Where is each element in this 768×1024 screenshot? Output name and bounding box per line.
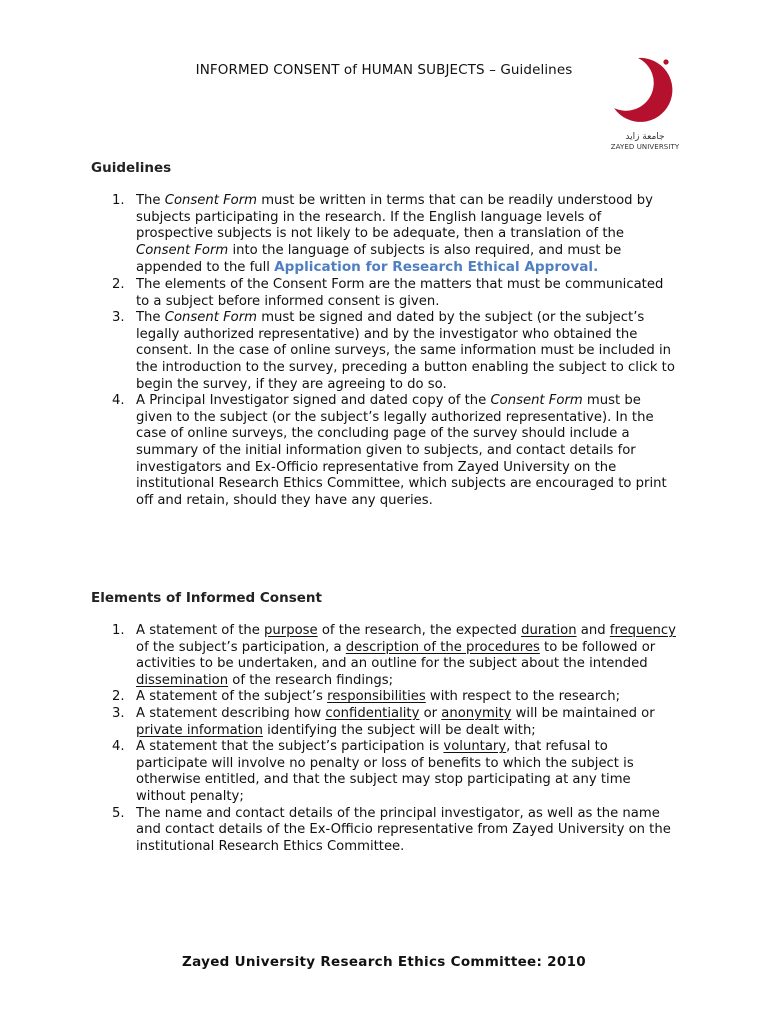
crescent-logo-icon bbox=[608, 52, 680, 132]
text-segment: must be given to the subject (or the subject’s legally authorized representative). In the case of online surveys, the concluding page of the survey should include a summary of the initial information given to subjects, and contact details for investigators and Ex-Officio representative from Zayed University on the institutional Research Ethics Committee, which subjects are encouraged to print off and retain, should they have any queries. bbox=[136, 393, 667, 508]
logo-university-name: ZAYED UNIVERSITY bbox=[610, 143, 680, 151]
underlined-term: purpose bbox=[264, 623, 318, 638]
list-item bbox=[112, 739, 676, 805]
consent-form-emphasis: Consent Form bbox=[490, 393, 583, 409]
text-segment: The name and contact details of the principal investigator, as well as the name and contact details of the Ex-Officio representative from Zayed University on the institutional Research Ethics Committee. bbox=[136, 805, 671, 854]
underlined-term: anonymity bbox=[441, 705, 512, 721]
list-number: 3. bbox=[112, 705, 125, 721]
underlined-term: duration bbox=[521, 623, 577, 638]
text-segment: The bbox=[136, 193, 165, 208]
elements-list bbox=[112, 623, 676, 855]
text-segment: A statement of the subject’s bbox=[136, 689, 328, 705]
text-segment: and bbox=[576, 623, 610, 638]
text-segment: The bbox=[136, 310, 165, 326]
list-number: 4. bbox=[112, 393, 125, 409]
text-segment: must be written in terms that can be readily understood by subjects participating in the research. If the English language levels of prospective subjects is not likely to be adequate, then a translation of the bbox=[136, 193, 653, 242]
university-logo bbox=[608, 52, 680, 152]
text-segment: A statement of the bbox=[136, 623, 265, 638]
consent-form-emphasis: Consent Form bbox=[136, 242, 229, 258]
consent-form-emphasis: Consent Form bbox=[164, 193, 257, 208]
elements-heading: Elements of Informed Consent bbox=[91, 590, 322, 606]
text-segment: of the subject’s participation, a bbox=[136, 639, 346, 655]
text-segment: with respect to the research; bbox=[425, 689, 621, 705]
underlined-term: private information bbox=[136, 722, 263, 738]
list-item bbox=[112, 805, 676, 856]
page-title: INFORMED CONSENT of HUMAN SUBJECTS – Guidelines bbox=[195, 62, 573, 78]
underlined-term: confidentiality bbox=[325, 705, 420, 721]
list-item bbox=[112, 623, 676, 689]
text-segment: of the research, the expected bbox=[317, 623, 522, 638]
guidelines-heading: Guidelines bbox=[91, 160, 172, 176]
consent-form-emphasis: Consent Form bbox=[164, 310, 257, 326]
text-segment: of the research findings; bbox=[228, 672, 394, 688]
list-number: 3. bbox=[112, 310, 125, 326]
list-item bbox=[112, 310, 676, 393]
text-segment: into the language of subjects is also required, and must be appended to the full bbox=[136, 242, 622, 276]
list-number: 5. bbox=[112, 805, 125, 821]
underlined-term: responsibilities bbox=[327, 689, 426, 705]
list-item bbox=[112, 193, 676, 277]
logo-arabic-text: جامعة زايد bbox=[625, 132, 665, 142]
text-segment: , that refusal to participate will involve no penalty or loss of benefits to which the subject is otherwise entitled, and that the subject may stop participating at any time without penalty; bbox=[136, 739, 634, 804]
list-item bbox=[112, 276, 676, 310]
underlined-term: description of the procedures bbox=[345, 639, 540, 655]
list-number: 2. bbox=[112, 689, 125, 705]
underlined-term: frequency bbox=[609, 623, 676, 638]
text-segment: must be signed and dated by the subject (or the subject’s legally authorized representative) and by the investigator who obtained the consent. In the case of online surveys, the same information must be included in the introduction to the survey, preceding a button enabling the subject to click to begin the survey, if they are agreeing to do so. bbox=[136, 310, 675, 392]
list-item bbox=[112, 689, 676, 706]
list-number: 2. bbox=[112, 276, 125, 292]
list-number: 1. bbox=[112, 193, 125, 208]
underlined-term: dissemination bbox=[136, 672, 229, 688]
list-item bbox=[112, 705, 676, 739]
text-segment: A statement that the subject’s participation is bbox=[136, 739, 444, 755]
list-number: 4. bbox=[112, 739, 125, 755]
text-segment: identifying the subject will be dealt with; bbox=[262, 722, 536, 738]
underlined-term: voluntary bbox=[443, 739, 507, 755]
text-segment: A statement describing how bbox=[136, 705, 326, 721]
guidelines-list bbox=[112, 193, 676, 509]
application-link[interactable]: Application for Research Ethical Approval. bbox=[274, 259, 599, 276]
text-segment: to be followed or activities to be undertaken, and an outline for the subject about the intended bbox=[136, 639, 656, 672]
text-segment: A Principal Investigator signed and dated copy of the bbox=[136, 393, 491, 409]
text-segment: or bbox=[419, 705, 442, 721]
footer-text: Zayed University Research Ethics Committee: 2010 bbox=[182, 954, 586, 970]
list-number: 1. bbox=[112, 623, 125, 638]
text-segment: will be maintained or bbox=[511, 705, 655, 721]
text-segment: The elements of the Consent Form are the matters that must be communicated to a subject before informed consent is given. bbox=[136, 276, 664, 309]
list-item bbox=[112, 393, 676, 509]
